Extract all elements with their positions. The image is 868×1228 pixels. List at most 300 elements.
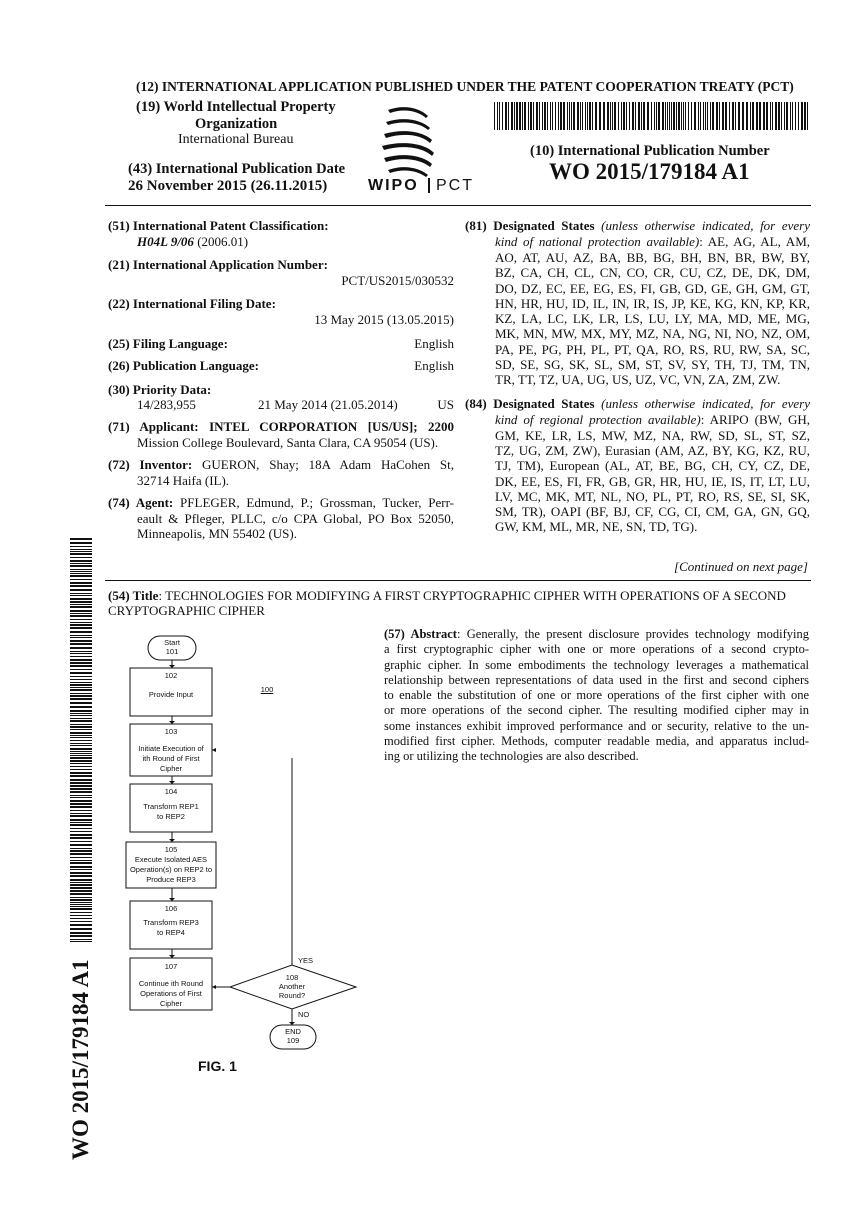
barcode-bar xyxy=(524,102,526,130)
side-barcode-bar xyxy=(70,635,92,636)
wipo-logo xyxy=(362,98,492,198)
barcode-bar xyxy=(735,102,736,130)
f30-number: 14/283,955 xyxy=(137,397,196,412)
barcode-bar xyxy=(536,102,538,130)
abstract-line: modified first cipher. Methods, computer readable media, and apparatus includ- xyxy=(384,734,809,749)
barcode-bar xyxy=(641,102,642,130)
f84-country-line: GM, KE, LR, LS, MW, MZ, NA, RW, SD, SL, ST, SZ, xyxy=(495,427,810,443)
barcode-bar xyxy=(750,102,751,130)
f81-country-line: BZ, CA, CH, CL, CN, CO, CR, CU, CZ, DE, DK, DM, xyxy=(495,265,810,281)
f71-label: (71) Applicant: xyxy=(108,419,199,434)
side-barcode-bar xyxy=(70,615,92,617)
f22-value: 13 May 2015 (13.05.2015) xyxy=(314,312,454,327)
side-barcode-bar xyxy=(70,912,92,913)
box-106-line2: to REP4 xyxy=(157,928,185,937)
side-barcode-bar xyxy=(70,702,92,704)
decision-108-number: 108 xyxy=(285,973,299,982)
barcode-bar xyxy=(514,102,515,130)
barcode-bar xyxy=(632,102,634,130)
side-barcode-bar xyxy=(70,904,92,905)
side-barcode-bar xyxy=(70,939,92,940)
side-barcode-bar xyxy=(70,582,92,584)
side-barcode-bar xyxy=(70,665,92,667)
figure-ref: 100 xyxy=(260,685,274,694)
barcode-bar xyxy=(577,102,579,130)
yes-label: YES xyxy=(298,956,314,965)
box-107-line2: Operations of First xyxy=(140,989,202,998)
f84-country-line: LV, MC, MK, MT, NL, NO, PL, PT, RO, RS, SE, SI, SK, xyxy=(495,488,810,504)
f21-label: (21) International Application Number: xyxy=(108,257,328,272)
barcode-bar xyxy=(544,102,546,130)
side-barcode-bar xyxy=(70,740,92,741)
f81-country-list xyxy=(465,250,810,388)
side-barcode-bar xyxy=(70,906,92,907)
barcode-bar xyxy=(585,102,586,130)
side-barcode-bar xyxy=(70,834,92,836)
f84-line1: (unless otherwise indicated, for every xyxy=(601,395,811,411)
barcode-bar xyxy=(716,102,718,130)
barcode-bar xyxy=(567,102,568,130)
side-barcode-bar xyxy=(70,797,92,798)
side-barcode-bar xyxy=(70,693,92,694)
header-pubdate-label: (43) International Publication Date xyxy=(128,161,346,177)
side-barcode-bar xyxy=(70,627,92,629)
no-label: NO xyxy=(298,1010,310,1019)
barcode-bar xyxy=(651,102,652,130)
box-106-number: 106 xyxy=(164,904,178,913)
side-barcode-bar xyxy=(70,565,92,567)
side-barcode-bar xyxy=(70,753,92,754)
barcode-bar xyxy=(804,102,806,130)
f81-country-line: PA, PE, PG, PH, PL, PT, QA, RO, RS, RU, RW, SA, SC, xyxy=(495,341,810,357)
abstract-line: ing or utilizing the technologies are also described. xyxy=(384,749,639,764)
side-barcode-bar xyxy=(70,684,92,686)
barcode-bar xyxy=(533,102,534,130)
side-barcode-bar xyxy=(70,813,92,814)
side-barcode-bar xyxy=(70,569,92,570)
barcode-bar xyxy=(707,102,708,130)
figure-1 xyxy=(120,630,370,1090)
side-barcode-bar xyxy=(70,902,92,903)
barcode-bar xyxy=(752,102,754,130)
side-barcode-bar xyxy=(70,662,92,664)
side-barcode-bar xyxy=(70,698,92,700)
side-barcode-bar xyxy=(70,713,92,714)
f81-country-line: TR, TT, TZ, UA, UG, US, UZ, VC, VN, ZA, ZM, ZW. xyxy=(495,372,781,388)
side-barcode-bar xyxy=(70,848,92,849)
f84-country-line: DK, EE, ES, FI, FR, GB, GR, HR, HU, IE, IS, IT, LT, LU, xyxy=(495,473,810,489)
side-barcode-bar xyxy=(70,908,92,910)
f81-country-line: KZ, LA, LC, LK, LR, LS, LU, LY, MA, MD, ME, MG, xyxy=(495,311,810,327)
f84-label: (84) Designated States xyxy=(465,395,595,411)
side-barcode-bar xyxy=(70,726,92,728)
logo-divider xyxy=(428,178,430,193)
side-barcode-bar xyxy=(70,553,92,555)
side-barcode-bar xyxy=(70,800,92,802)
barcode-bar xyxy=(502,102,503,130)
barcode-bar xyxy=(671,102,672,130)
barcode-bar xyxy=(775,102,777,130)
side-barcode-bar xyxy=(70,853,92,855)
f81-country-line: HN, HR, HU, ID, IL, IN, IR, IS, JP, KE, KG, KN, KP, KR, xyxy=(495,295,810,311)
barcode-bar xyxy=(614,102,616,130)
abstract-line-0: : Generally, the present disclosure provides technology modifying xyxy=(456,627,809,641)
logo-pct-text: PCT xyxy=(436,177,474,194)
barcode-bar xyxy=(547,102,548,130)
barcode-bar xyxy=(626,102,627,130)
side-barcode-bar xyxy=(70,828,92,829)
start-label: Start xyxy=(164,638,180,647)
side-barcode-bar xyxy=(70,935,92,937)
barcode-bar xyxy=(573,102,575,130)
side-barcode-bar xyxy=(70,822,92,823)
title-line1: : TECHNOLOGIES FOR MODIFYING A FIRST CRYPTOGRAPHIC CIPHER WITH OPERATIONS OF A SECOND xyxy=(158,588,786,603)
barcode-bar xyxy=(772,102,773,130)
side-barcode-bar xyxy=(70,785,92,787)
side-barcode-bar xyxy=(70,837,92,839)
side-barcode-bar xyxy=(70,601,92,603)
side-barcode-bar xyxy=(70,745,92,746)
header-org-19b: Organization xyxy=(195,116,278,132)
barcode-bar xyxy=(688,102,689,130)
side-barcode-bar xyxy=(70,769,92,770)
side-barcode-bar xyxy=(70,710,92,712)
side-barcode-bar xyxy=(70,718,92,719)
box-104-number: 104 xyxy=(164,787,178,796)
box-103-number: 103 xyxy=(164,727,178,736)
side-barcode-bar xyxy=(70,924,92,926)
barcode-bar xyxy=(698,102,699,130)
side-barcode-bar xyxy=(70,729,92,730)
side-barcode-bar xyxy=(70,775,92,777)
f74-line2: eault & Pfleger, PLLC, c/o CPA Global, PO Box 52050, xyxy=(137,511,454,526)
side-barcode-bar xyxy=(70,782,92,784)
f81-country-line: AO, AT, AU, AZ, BA, BB, BG, BH, BN, BR, BW, BY, xyxy=(495,250,810,265)
f26-label: (26) Publication Language: xyxy=(108,358,259,373)
header-pubno-label: (10) International Publication Number xyxy=(530,143,770,159)
side-barcode-bar xyxy=(70,656,92,657)
side-barcode-bar xyxy=(70,682,92,683)
barcode-bar xyxy=(563,102,565,130)
header-bureau: International Bureau xyxy=(178,132,294,147)
header-pubdate: 26 November 2015 (26.11.2015) xyxy=(128,178,328,194)
side-barcode-bar xyxy=(70,557,92,558)
barcode-bar xyxy=(654,102,655,130)
f51-year: (2006.01) xyxy=(197,234,249,249)
f51-label: (51) International Patent Classification: xyxy=(108,218,329,233)
box-107-line1: Continue ith Round xyxy=(138,979,204,988)
barcode-bar xyxy=(703,102,704,130)
side-barcode-bar xyxy=(70,882,92,883)
f81-line2: : AE, AG, AL, AM, xyxy=(699,234,810,249)
barcode-bar xyxy=(599,102,601,130)
title-rule xyxy=(105,580,811,581)
side-barcode-bar xyxy=(70,887,92,889)
abstract-line: a first cryptographic cipher with one or more operations of a second crypto- xyxy=(384,642,809,657)
side-barcode-bar xyxy=(70,879,92,881)
barcode-bar xyxy=(766,102,768,130)
barcode-bar xyxy=(647,102,649,130)
barcode-bar xyxy=(732,102,734,130)
box-105-line3: Produce REP3 xyxy=(146,875,196,884)
title-line2: CRYPTOGRAPHIC CIPHER xyxy=(108,603,265,618)
side-barcode-bar xyxy=(70,653,92,654)
barcode-bar xyxy=(580,102,581,130)
box-106-line1: Transform REP3 xyxy=(143,918,199,927)
barcode-bar xyxy=(522,102,523,130)
side-barcode-bar xyxy=(70,669,92,670)
side-barcode-bar xyxy=(70,899,92,901)
side-barcode-bar xyxy=(70,831,92,832)
header-org-19: (19) World Intellectual Property xyxy=(136,99,336,115)
barcode-bar xyxy=(555,102,556,130)
side-barcode-bar xyxy=(70,604,92,605)
barcode-bar xyxy=(542,102,543,130)
barcode-bar xyxy=(712,102,714,130)
f21-value: PCT/US2015/030532 xyxy=(341,273,454,288)
side-barcode-bar xyxy=(70,622,92,623)
barcode-bar xyxy=(683,102,684,130)
box-103-line3: Cipher xyxy=(159,764,183,773)
barcode-bar xyxy=(665,102,666,130)
side-barcode-bar xyxy=(70,737,92,738)
barcode-bar xyxy=(635,102,636,130)
side-barcode-bar xyxy=(70,560,92,562)
left-column xyxy=(108,218,454,541)
barcode-bar xyxy=(530,102,532,130)
barcode-bar xyxy=(595,102,597,130)
side-barcode-bar xyxy=(70,772,92,774)
barcode-bar xyxy=(505,102,507,130)
f71-line2: Mission College Boulevard, Santa Clara, CA 95054 (US). xyxy=(137,435,439,450)
side-barcode-bar xyxy=(70,679,92,680)
barcode-bar xyxy=(681,102,682,130)
side-barcode-bar xyxy=(70,687,92,688)
barcode-bar xyxy=(778,102,780,130)
side-barcode-bar xyxy=(70,549,92,550)
side-barcode-bar xyxy=(70,593,92,594)
side-barcode-bar xyxy=(70,918,92,919)
abstract-line: or more operations of the second cipher. The resulting modified cipher may in xyxy=(384,703,809,718)
barcode-bar xyxy=(770,102,771,130)
logo-wipo-text: WIPO xyxy=(368,177,419,194)
title-label: (54) Title xyxy=(108,588,159,603)
barcode-bar xyxy=(552,102,553,130)
side-barcode-bar xyxy=(70,806,92,808)
side-barcode xyxy=(70,538,92,943)
f30-label: (30) Priority Data: xyxy=(108,382,212,397)
f84-country-line: SM, TR), OAPI (BF, BJ, CF, CG, CI, CM, GA, GN, GQ, xyxy=(495,504,810,520)
barcode-bar xyxy=(742,102,744,130)
side-barcode-bar xyxy=(70,757,92,759)
side-barcode-bar xyxy=(70,575,92,577)
barcode-bar xyxy=(667,102,668,130)
barcode-bar xyxy=(587,102,588,130)
f84-country-line: TJ, TM), European (AL, AT, BE, BG, CH, CY, CZ, DE, xyxy=(495,458,810,474)
barcode-bar xyxy=(658,102,660,130)
side-barcode-bar xyxy=(70,884,92,886)
side-barcode-bar xyxy=(70,869,92,870)
side-barcode-bar xyxy=(70,640,92,642)
side-barcode-bar xyxy=(70,672,92,674)
side-barcode-bar xyxy=(70,659,92,661)
barcode-bar xyxy=(638,102,640,130)
barcode-bar xyxy=(807,102,808,130)
barcode-bar xyxy=(756,102,758,130)
side-barcode-bar xyxy=(70,579,92,580)
f84-country-list xyxy=(465,428,810,535)
side-barcode-bar xyxy=(70,860,92,861)
barcode-bar xyxy=(725,102,727,130)
side-barcode-bar xyxy=(70,875,92,877)
barcode-bar xyxy=(781,102,782,130)
side-barcode-bar xyxy=(70,941,92,942)
side-barcode-bar xyxy=(70,732,92,734)
barcode-bar xyxy=(582,102,583,130)
f72-label: (72) Inventor: xyxy=(108,457,193,472)
abstract-line: relationship between representations of data used in the first and second ciphers xyxy=(384,672,809,687)
f26-value: English xyxy=(414,358,454,373)
side-barcode-bar xyxy=(70,551,92,552)
side-barcode-bar xyxy=(70,748,92,750)
barcode-bar xyxy=(763,102,765,130)
side-barcode-bar xyxy=(70,763,92,764)
side-barcode-bar xyxy=(70,819,92,821)
side-barcode-bar xyxy=(70,862,92,864)
f25-value: English xyxy=(414,336,454,351)
side-barcode-bar xyxy=(70,563,92,564)
continued-note: [Continued on next page] xyxy=(674,559,808,574)
side-barcode-bar xyxy=(70,824,92,826)
side-barcode-bar xyxy=(70,751,92,752)
side-barcode-bar xyxy=(70,850,92,852)
barcode-bar xyxy=(746,102,748,130)
f30-date: 21 May 2014 (21.05.2014) xyxy=(258,397,398,412)
right-column xyxy=(465,218,810,535)
side-barcode-bar xyxy=(70,637,92,638)
barcode-bar xyxy=(558,102,559,130)
side-barcode-bar xyxy=(70,890,92,892)
side-barcode-bar xyxy=(70,766,92,767)
f74-line1: PFLEGER, Edmund, P.; Grossman, Tucker, Perr- xyxy=(180,495,454,510)
f81-country-line: DO, DZ, EC, EE, EG, ES, FI, GB, GD, GE, GH, GM, GT, xyxy=(495,280,810,296)
side-barcode-bar xyxy=(70,585,92,587)
title-block xyxy=(108,588,810,618)
side-barcode-bar xyxy=(70,779,92,781)
f74-label: (74) Agent: xyxy=(108,495,174,510)
barcode-bar xyxy=(656,102,657,130)
side-barcode-bar xyxy=(70,872,92,874)
f30-country: US xyxy=(437,397,454,412)
barcode-bar xyxy=(738,102,740,130)
barcode-bar xyxy=(560,102,562,130)
barcode-bar xyxy=(618,102,619,130)
barcode-bar xyxy=(508,102,509,130)
f25-label: (25) Filing Language: xyxy=(108,336,228,351)
box-104-line2: to REP2 xyxy=(157,812,185,821)
f81-country-line: MK, MN, MW, MX, MY, MZ, NA, NG, NI, NO, NZ, OM, xyxy=(495,326,810,342)
barcode-bar xyxy=(759,102,761,130)
side-barcode-bar xyxy=(70,928,92,930)
f84-country-line: TZ, UG, ZM, ZW), Eurasian (AM, AZ, BY, KG, KZ, RU, xyxy=(495,442,810,458)
f51-class: H04L 9/06 xyxy=(137,234,194,249)
side-barcode-bar xyxy=(70,706,92,708)
barcode-bar xyxy=(694,102,696,130)
side-barcode-bar xyxy=(70,573,92,574)
side-barcode-bar xyxy=(70,720,92,722)
barcode-bar xyxy=(603,102,605,130)
barcode-bar xyxy=(550,102,551,130)
decision-108-line2: Round? xyxy=(278,991,306,1000)
side-barcode-bar xyxy=(70,844,92,846)
barcode-bar xyxy=(705,102,706,130)
f81-label: (81) Designated States xyxy=(465,218,595,233)
f72-line2: 32714 Haifa (IL). xyxy=(137,473,230,488)
barcode-bar xyxy=(676,102,677,130)
barcode-bar xyxy=(621,102,622,130)
side-barcode-bar xyxy=(70,921,92,922)
barcode-bar xyxy=(497,102,498,130)
box-103-line1: Initiate Execution of xyxy=(138,744,204,753)
side-barcode-bar xyxy=(70,893,92,895)
side-barcode-bar xyxy=(70,571,92,572)
f81-line2-italic: kind of national protection available) xyxy=(495,234,700,249)
abstract-line: to enable the substitution of one or more operations of the first cipher with one xyxy=(384,688,809,703)
box-107-line3: Cipher xyxy=(159,999,183,1008)
barcode-bar xyxy=(710,102,711,130)
f72-line1: GUERON, Shay; 18A Adam HaCohen St, xyxy=(202,457,454,472)
barcode-bar xyxy=(798,102,799,130)
barcode-bar xyxy=(790,102,791,130)
barcode-bar xyxy=(719,102,720,130)
side-barcode-bar xyxy=(70,613,92,614)
side-barcode-bar xyxy=(70,932,92,934)
side-barcode-bar xyxy=(70,695,92,697)
box-107-number: 107 xyxy=(164,962,178,971)
side-number: WO 2015/179184 A1 xyxy=(68,959,93,1160)
barcode-bar xyxy=(592,102,593,130)
barcode-bar xyxy=(685,102,686,130)
start-number: 101 xyxy=(165,647,179,656)
barcode xyxy=(494,102,808,130)
barcode-bar xyxy=(539,102,540,130)
barcode-bar xyxy=(623,102,625,130)
side-barcode-bar xyxy=(70,715,92,716)
side-barcode-bar xyxy=(70,538,92,540)
side-barcode-bar xyxy=(70,643,92,645)
side-barcode-bar xyxy=(70,595,92,596)
barcode-bar xyxy=(629,102,630,130)
side-barcode-bar xyxy=(70,810,92,811)
barcode-bar xyxy=(519,102,521,130)
box-103-line2: ith Round of First xyxy=(142,754,200,763)
barcode-bar xyxy=(691,102,692,130)
f71-line1: INTEL CORPORATION [US/US]; 2200 xyxy=(209,419,454,434)
barcode-bar xyxy=(643,102,645,130)
f84-line2: : ARIPO (BW, GH, xyxy=(700,411,810,427)
barcode-bar xyxy=(511,102,513,130)
side-barcode-bar xyxy=(70,857,92,858)
side-barcode-bar xyxy=(70,589,92,591)
side-barcode-bar xyxy=(70,791,92,793)
box-102-text: Provide Input xyxy=(148,690,194,699)
side-barcode-bar xyxy=(70,735,92,736)
barcode-bar xyxy=(571,102,572,130)
side-barcode-bar xyxy=(70,676,92,677)
side-barcode-bar xyxy=(70,788,92,790)
f74-line3: Minneapolis, MN 55402 (US). xyxy=(137,526,297,541)
barcode-bar xyxy=(729,102,730,130)
